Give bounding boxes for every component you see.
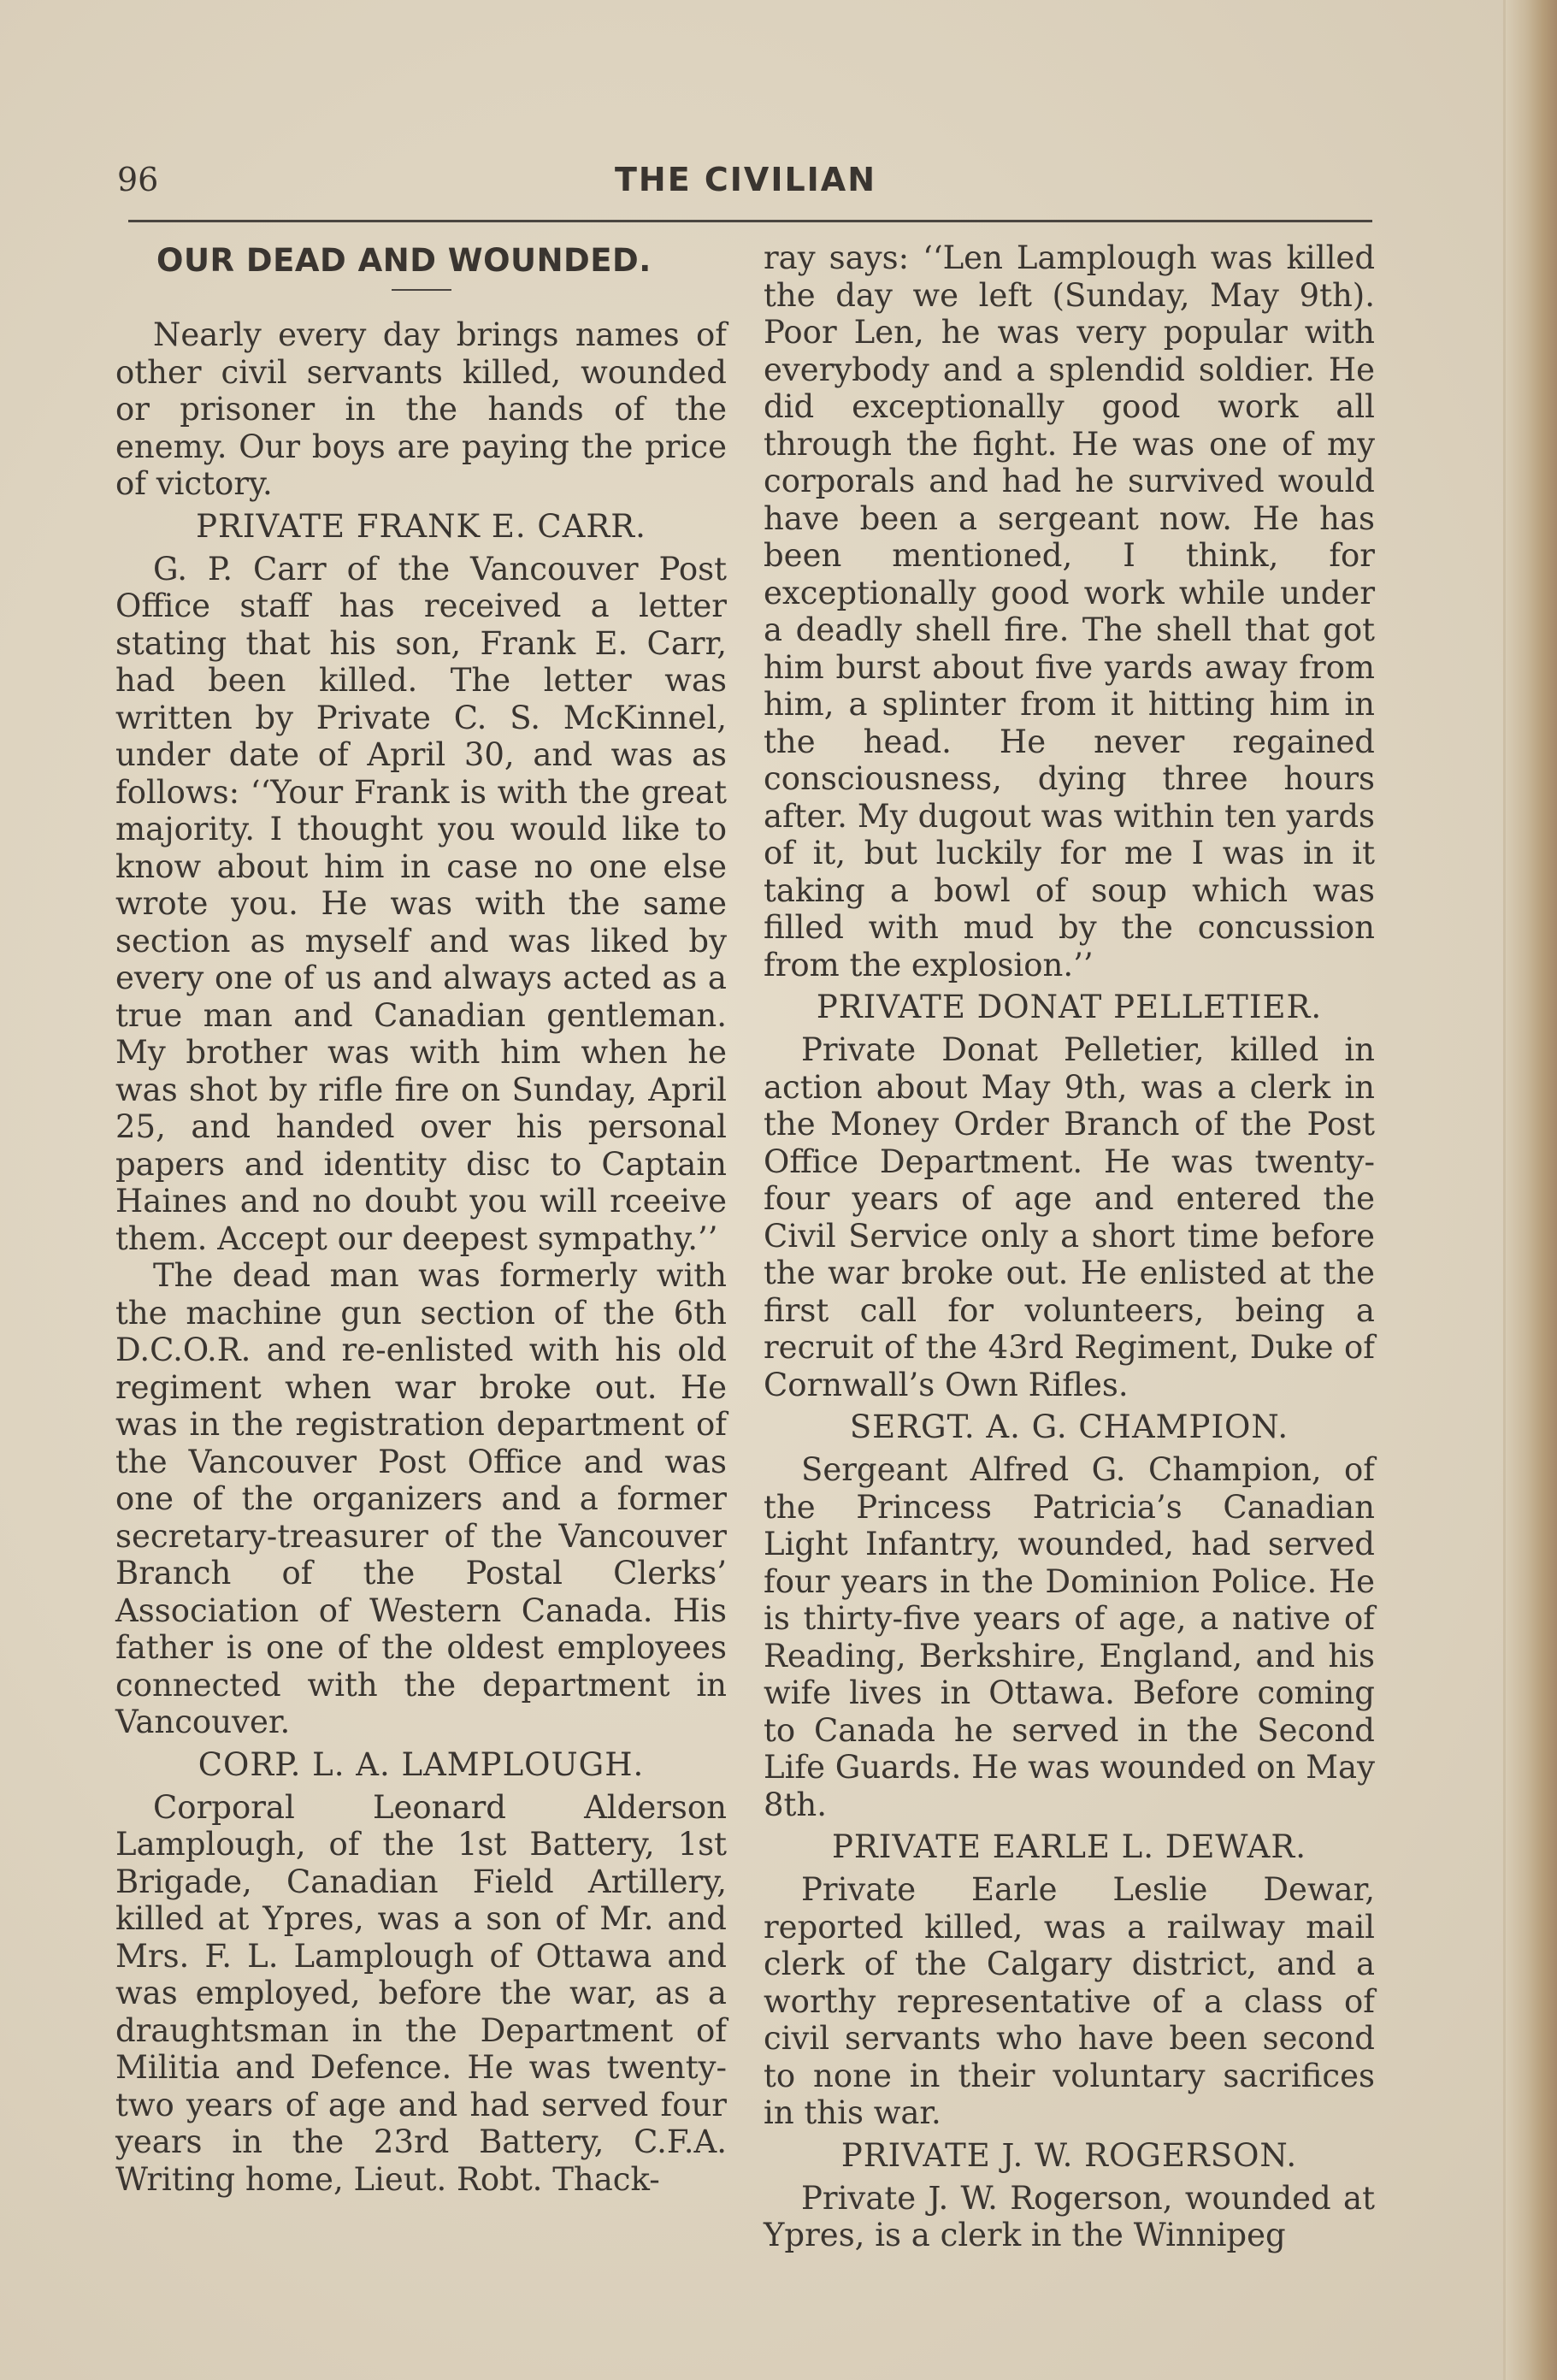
paragraph-lamplough-2: ray says: ‘‘Len Lamplough was killed the day we left (Sunday, May 9th). Poor Len, he was very popular with everybody and a splendid soldier. He did exceptionally good work all through the fight. He was one of my corporals and had he survived would have been a sergeant now. He has been mentioned, I think, for exceptionally good work while under a deadly shell fire. The shell that got him burst about five yards away from him, a splinter from it hitting him in the head. He never regained consciousness, dying three hours after. My dugout was within ten yards of it, but luckily for me I was in it taking a bowl of soup which was filled with mud by the concussion from the explosion.’’ — [764, 239, 1375, 983]
paragraph-lamplough-1: Corporal Leonard Alderson Lamplough, of the 1st Battery, 1st Brigade, Canadian Field Artillery, killed at Ypres, was a son of Mr. and Mrs. F. L. Lamplough of Ottawa and was employed, before the war, as a draughtsman in the Department of Militia and Defence. He was twenty-two years of age and had served four years in the 23rd Battery, C.F.A. Writing home, Lieut. Robt. Thack- — [115, 1788, 727, 2198]
paragraph-champion: Sergeant Alfred G. Champion, of the Princess Patricia’s Canadian Light Infantry, wounded, had served four years in the Dominion Police. He is thirty-five years of age, a native of Reading, Berkshire, England, and his wife lives in Ottawa. Before coming to Canada he served in the Second Life Guards. He was wounded on May 8th. — [764, 1451, 1375, 1823]
section-heading-carr: PRIVATE FRANK E. CARR. — [196, 507, 646, 545]
paragraph-carr-2: The dead man was formerly with the machine gun section of the 6th D.C.O.R. and re-enlisted with his old regiment when war broke out. He was in the registration department of the Vancouver Post Office and was one of the organizers and a former secretary-treasurer of the Vancouver Branch of the Postal Clerks’ Association of Western Canada. His father is one of the oldest employees connected with the department in Vancouver. — [115, 1257, 727, 1740]
page-edge-shadow — [1506, 0, 1557, 2380]
section-heading-dewar: PRIVATE EARLE L. DEWAR. — [832, 1828, 1306, 1865]
paragraph-carr-1: G. P. Carr of the Vancouver Post Office staff has received a letter stating that his son, Frank E. Carr, had been killed. The letter was written by Private C. S. McKinnel, under date of April 30, and was as follows: ‘‘Your Frank is with the great majority. I thought you would like to know about him in case no one else wrote you. He was with the same section as myself and was liked by every one of us and always acted as a true man and Canadian gentleman. My brother was with him when he was shot by rifle fire on Sunday, April 25, and handed over his personal papers and identity disc to Captain Haines and no doubt you will rceeive them. Accept our deepest sympathy.’’ — [115, 550, 727, 1257]
left-column — [115, 239, 727, 2275]
section-heading-lamplough: CORP. L. A. LAMPLOUGH. — [198, 1745, 645, 1783]
paragraph-dewar: Private Earle Leslie Dewar, reported killed, was a railway mail clerk of the Calgary district, and a worthy representative of a class of civil servants who have been second to none in their voluntary sacrifices in this war. — [764, 1871, 1375, 2131]
article-title: OUR DEAD AND WOUNDED. — [156, 242, 652, 279]
page-header — [117, 154, 1374, 205]
paragraph-pelletier: Private Donat Pelletier, killed in action about May 9th, was a clerk in the Money Order Branch of the Post Office Department. He was twenty-four years of age and entered the Civil Service only a short time before the war broke out. He enlisted at the first call for volunteers, being a recruit of the 43rd Regiment, Duke of Cornwall’s Own Rifles. — [764, 1031, 1375, 1403]
paragraph-rogerson: Private J. W. Rogerson, wounded at Ypres, is a clerk in the Winnipeg — [764, 2179, 1375, 2253]
header-rule — [128, 220, 1372, 222]
section-heading-pelletier: PRIVATE DONAT PELLETIER. — [816, 989, 1323, 1025]
right-column — [764, 239, 1375, 2275]
article-intro: Nearly every day brings names of other civil servants killed, wounded or prisoner in the hands of the enemy. Our boys are paying the price of victory. — [115, 316, 727, 502]
page-number: 96 — [117, 161, 159, 198]
section-heading-champion: SERGT. A. G. CHAMPION. — [849, 1409, 1289, 1445]
running-title: THE CIVILIAN — [614, 161, 877, 198]
title-divider — [392, 289, 451, 291]
section-heading-rogerson: PRIVATE J. W. ROGERSON. — [840, 2136, 1298, 2174]
